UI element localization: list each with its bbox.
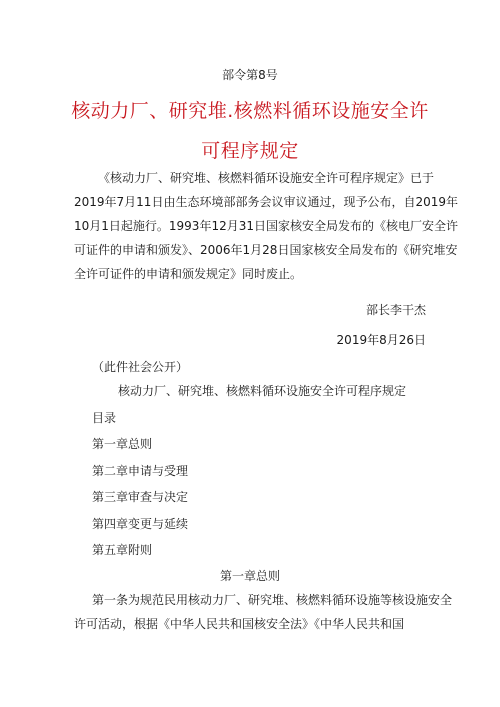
intro-line: 10月1日起施行。1993年12月31日国家核安全局发布的《核电厂安全许 [74, 219, 458, 233]
article-paragraph [74, 588, 453, 636]
intro-paragraph [74, 166, 458, 286]
intro-line: 2019年7月11日由生态环境部部务会议审议通过，现予公布，自2019年 [74, 195, 458, 209]
article-line: 许可活动，根据《中华人民共和国核安全法》《中华人民共和国 [74, 617, 405, 631]
toc-item: 第一章总则 [92, 437, 153, 451]
toc-item: 第五章附则 [92, 543, 153, 557]
public-note: （此件社会公开） [92, 360, 189, 374]
chapter-heading: 第一章总则 [219, 569, 280, 583]
article-line: 第一条为规范民用核动力厂、研究堆、核燃料循环设施等核设施安全 [92, 593, 453, 607]
document-title-line-1: 核动力厂、研究堆.核燃料循环设施安全许 [71, 100, 429, 122]
intro-line: 《核动力厂、研究堆、核燃料循环设施安全许可程序规定》已于 [98, 171, 435, 185]
minister-signature: 部长李干杰 [365, 303, 426, 317]
regulation-title: 核动力厂、研究堆、核燃料循环设施安全许可程序规定 [118, 384, 407, 398]
toc-item: 第三章审查与决定 [92, 490, 189, 504]
toc-item: 第四章变更与延续 [92, 517, 189, 531]
intro-line: 全许可证件的申请和颁发规定》同时废止。 [74, 267, 303, 281]
intro-line: 可证件的申请和颁发》、2006年1月28日国家核安全局发布的《研究堆安 [74, 243, 458, 257]
toc-item: 第二章申请与受理 [92, 464, 189, 478]
toc-heading: 目录 [92, 411, 117, 425]
order-number: 部令第8号 [222, 68, 278, 82]
signature-date: 2019年8月26日 [336, 333, 426, 347]
document-title-line-2: 可程序规定 [201, 140, 299, 162]
